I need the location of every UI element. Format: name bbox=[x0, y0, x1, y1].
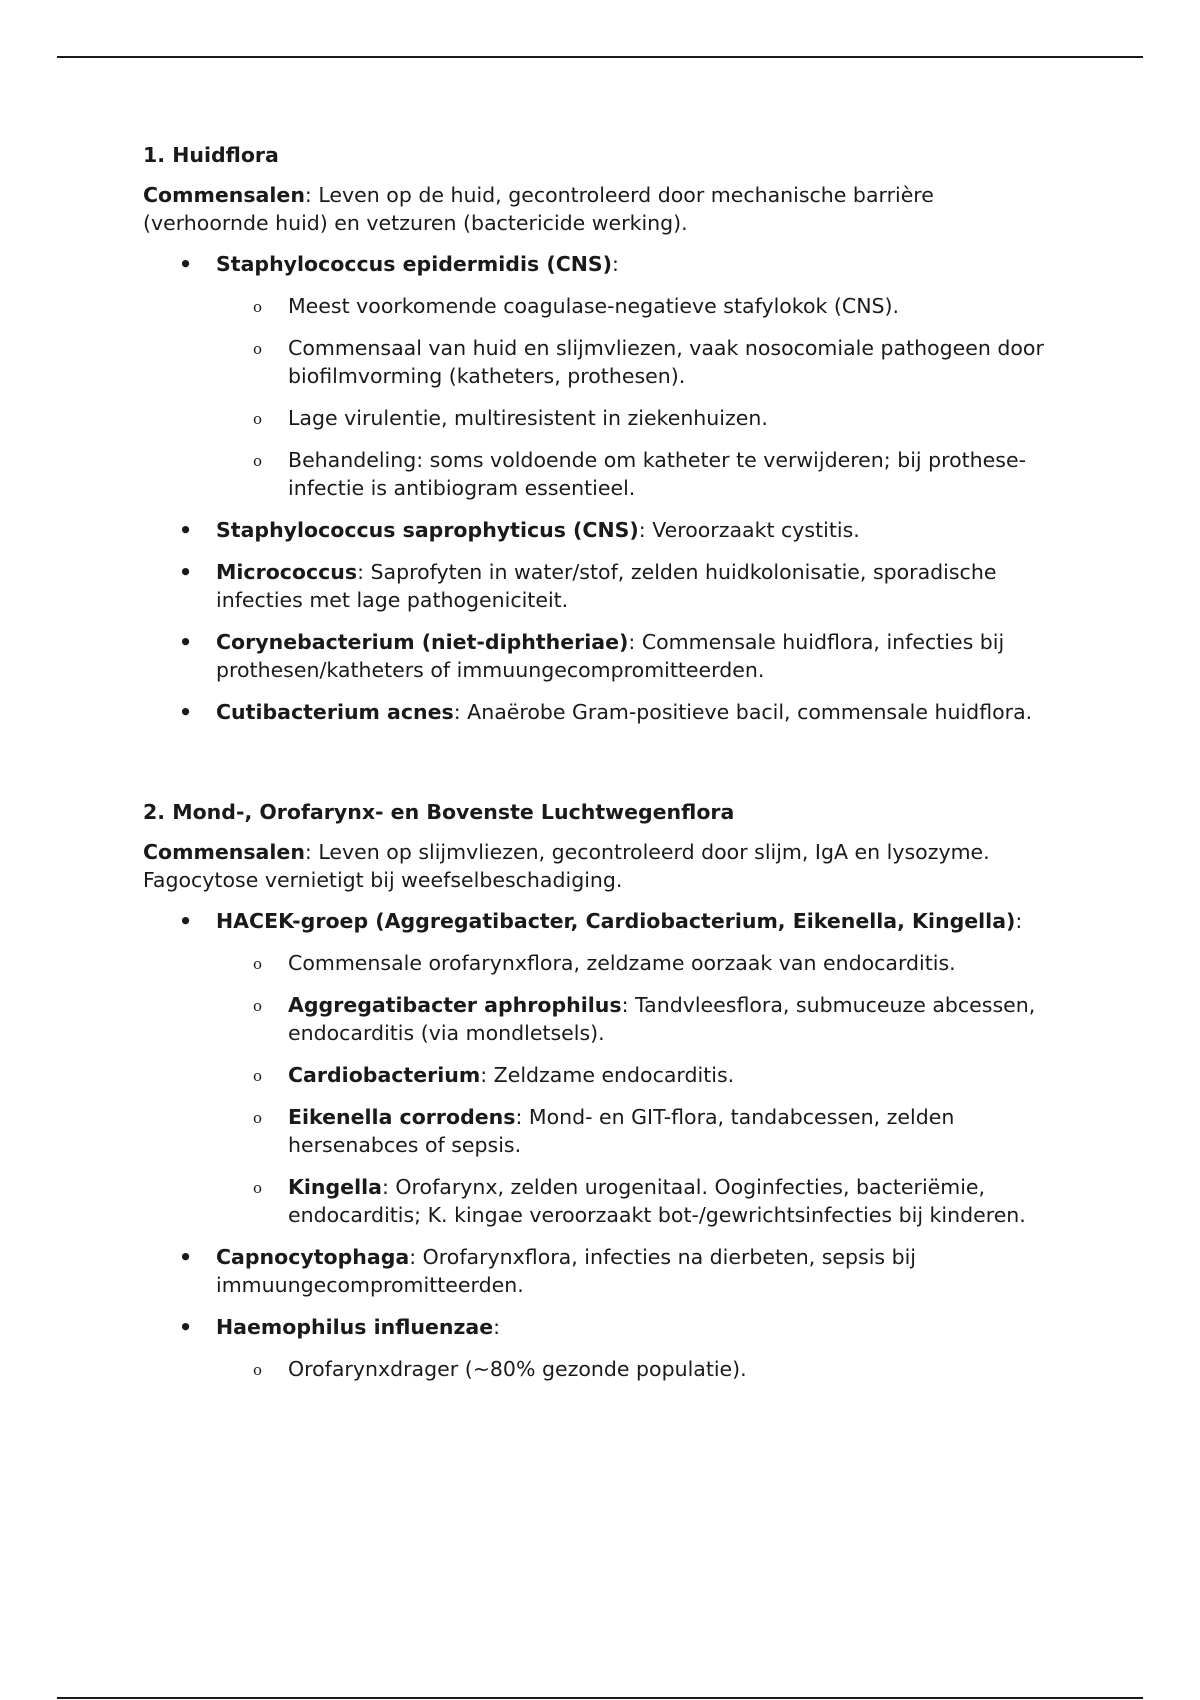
sub-item-label: Aggregatibacter aphrophilus bbox=[288, 993, 622, 1017]
intro-text: : Leven op de huid, gecontroleerd door mechanische barrière (verhoornde huid) en vetzuren (bactericide werking). bbox=[143, 183, 934, 235]
section-spacer bbox=[143, 740, 1063, 798]
item-label: Corynebacterium (niet-diphtheriae) bbox=[216, 630, 629, 654]
intro-text: : Leven op slijmvliezen, gecontroleerd door slijm, IgA en lysozyme. Fagocytose vernietigt bij weefselbeschadiging. bbox=[143, 840, 990, 892]
sub-list-item: o Commensale orofarynxflora, zeldzame oorzaak van endocarditis. bbox=[216, 949, 1063, 977]
sub-list bbox=[216, 1355, 1063, 1383]
sub-item-text: : Tandvleesflora, submuceuze abcessen, endocarditis (via mondletsels). bbox=[288, 993, 1036, 1045]
item-text: : Commensale huidflora, infecties bij prothesen/katheters of immuungecompromitteerden. bbox=[216, 630, 1005, 682]
item-text: : Saprofyten in water/stof, zelden huidkolonisatie, sporadische infecties met lage pathogeniciteit. bbox=[216, 560, 997, 612]
list-item bbox=[143, 1243, 1063, 1299]
item-text: : Veroorzaakt cystitis. bbox=[638, 518, 860, 542]
section-intro bbox=[143, 181, 1063, 237]
section-heading-mondflora: 2. Mond-, Orofarynx- en Bovenste Luchtwegenflora bbox=[143, 800, 735, 824]
document-body bbox=[143, 141, 1063, 1397]
item-label: HACEK-groep (Aggregatibacter, Cardiobacterium, Eikenella, Kingella) bbox=[216, 909, 1016, 933]
list-item bbox=[143, 558, 1063, 614]
sub-item-text: : Zeldzame endocarditis. bbox=[480, 1063, 735, 1087]
top-rule bbox=[57, 56, 1143, 58]
sub-item-label: Eikenella corrodens bbox=[288, 1105, 516, 1129]
list-item bbox=[143, 1313, 1063, 1383]
list-item bbox=[143, 516, 1063, 544]
sub-list-item bbox=[216, 991, 1063, 1047]
sub-item-text: : Mond- en GIT-flora, tandabcessen, zelden hersenabces of sepsis. bbox=[288, 1105, 955, 1157]
list-item bbox=[143, 628, 1063, 684]
item-text: : Anaërobe Gram-positieve bacil, commensale huidflora. bbox=[453, 700, 1033, 724]
bullet-list bbox=[143, 907, 1063, 1383]
section-intro bbox=[143, 838, 1063, 894]
sub-list bbox=[216, 949, 1063, 1229]
item-label: Staphylococcus epidermidis (CNS) bbox=[216, 252, 613, 276]
sub-item-label: Cardiobacterium bbox=[288, 1063, 481, 1087]
list-item bbox=[143, 907, 1063, 1229]
sub-list-item bbox=[216, 1103, 1063, 1159]
bottom-rule bbox=[57, 1697, 1143, 1699]
bullet-list bbox=[143, 250, 1063, 726]
intro-label: Commensalen bbox=[143, 183, 305, 207]
item-label: Capnocytophaga bbox=[216, 1245, 410, 1269]
sub-list bbox=[216, 292, 1063, 502]
list-item bbox=[143, 698, 1063, 726]
item-text: : bbox=[493, 1315, 501, 1339]
sub-list-item: o Lage virulentie, multiresistent in ziekenhuizen. bbox=[216, 404, 1063, 432]
item-text: : bbox=[1015, 909, 1023, 933]
sub-list-item: o Orofarynxdrager (~80% gezonde populatie). bbox=[216, 1355, 1063, 1383]
item-label: Staphylococcus saprophyticus (CNS) bbox=[216, 518, 639, 542]
item-text: : Orofarynxflora, infecties na dierbeten, sepsis bij immuungecompromitteerden. bbox=[216, 1245, 917, 1297]
sub-list-item bbox=[216, 1173, 1063, 1229]
item-label: Haemophilus influenzae bbox=[216, 1315, 494, 1339]
sub-item-label: Kingella bbox=[288, 1175, 382, 1199]
sub-list-item: o Behandeling: soms voldoende om katheter te verwijderen; bij prothese-infectie is antibiogram essentieel. bbox=[216, 446, 1063, 502]
list-item bbox=[143, 250, 1063, 502]
item-label: Micrococcus bbox=[216, 560, 358, 584]
intro-label: Commensalen bbox=[143, 840, 305, 864]
sub-list-item: o Meest voorkomende coagulase-negatieve stafylokok (CNS). bbox=[216, 292, 1063, 320]
sub-item-text: : Orofarynx, zelden urogenitaal. Ooginfecties, bacteriëmie, endocarditis; K. kingae veroorzaakt bot-/gewrichtsinfecties bij kinderen. bbox=[288, 1175, 1026, 1227]
sub-list-item bbox=[216, 1061, 1063, 1089]
section-heading-huidflora: 1. Huidflora bbox=[143, 143, 279, 167]
sub-list-item: o Commensaal van huid en slijmvliezen, vaak nosocomiale pathogeen door biofilmvorming (katheters, prothesen). bbox=[216, 334, 1063, 390]
item-label: Cutibacterium acnes bbox=[216, 700, 454, 724]
item-text: : bbox=[612, 252, 619, 276]
